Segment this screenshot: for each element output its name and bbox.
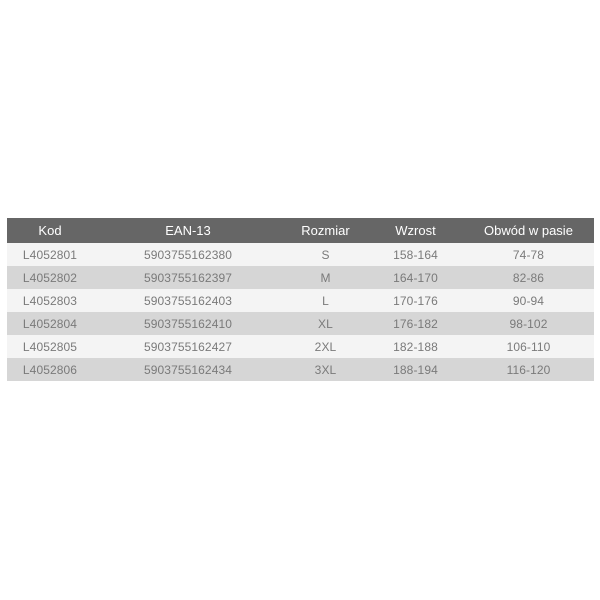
cell-obwod: 116-120: [463, 358, 594, 381]
table-row: [7, 289, 594, 312]
cell-wzrost: 182-188: [368, 335, 463, 358]
cell-ean: 5903755162397: [93, 266, 283, 289]
header-obwod: Obwód w pasie: [463, 218, 594, 243]
cell-rozmiar: 3XL: [283, 358, 368, 381]
cell-ean: 5903755162403: [93, 289, 283, 312]
cell-ean: 5903755162380: [93, 243, 283, 266]
cell-rozmiar: S: [283, 243, 368, 266]
cell-kod: L4052802: [7, 266, 93, 289]
cell-rozmiar: 2XL: [283, 335, 368, 358]
cell-ean: 5903755162434: [93, 358, 283, 381]
cell-rozmiar: XL: [283, 312, 368, 335]
cell-wzrost: 164-170: [368, 266, 463, 289]
cell-kod: L4052801: [7, 243, 93, 266]
table-row: [7, 243, 594, 266]
cell-obwod: 82-86: [463, 266, 594, 289]
cell-wzrost: 158-164: [368, 243, 463, 266]
cell-wzrost: 176-182: [368, 312, 463, 335]
header-wzrost: Wzrost: [368, 218, 463, 243]
table-row: [7, 266, 594, 289]
header-kod: Kod: [7, 218, 93, 243]
cell-kod: L4052805: [7, 335, 93, 358]
cell-obwod: 90-94: [463, 289, 594, 312]
cell-obwod: 106-110: [463, 335, 594, 358]
header-ean: EAN-13: [93, 218, 283, 243]
cell-obwod: 74-78: [463, 243, 594, 266]
cell-rozmiar: L: [283, 289, 368, 312]
cell-kod: L4052806: [7, 358, 93, 381]
cell-obwod: 98-102: [463, 312, 594, 335]
table-row: [7, 358, 594, 381]
cell-kod: L4052804: [7, 312, 93, 335]
cell-ean: 5903755162427: [93, 335, 283, 358]
table-row: [7, 312, 594, 335]
size-table: [7, 218, 594, 381]
cell-wzrost: 188-194: [368, 358, 463, 381]
cell-kod: L4052803: [7, 289, 93, 312]
cell-wzrost: 170-176: [368, 289, 463, 312]
cell-rozmiar: M: [283, 266, 368, 289]
header-rozmiar: Rozmiar: [283, 218, 368, 243]
cell-ean: 5903755162410: [93, 312, 283, 335]
table-header-row: [7, 218, 594, 243]
table-row: [7, 335, 594, 358]
